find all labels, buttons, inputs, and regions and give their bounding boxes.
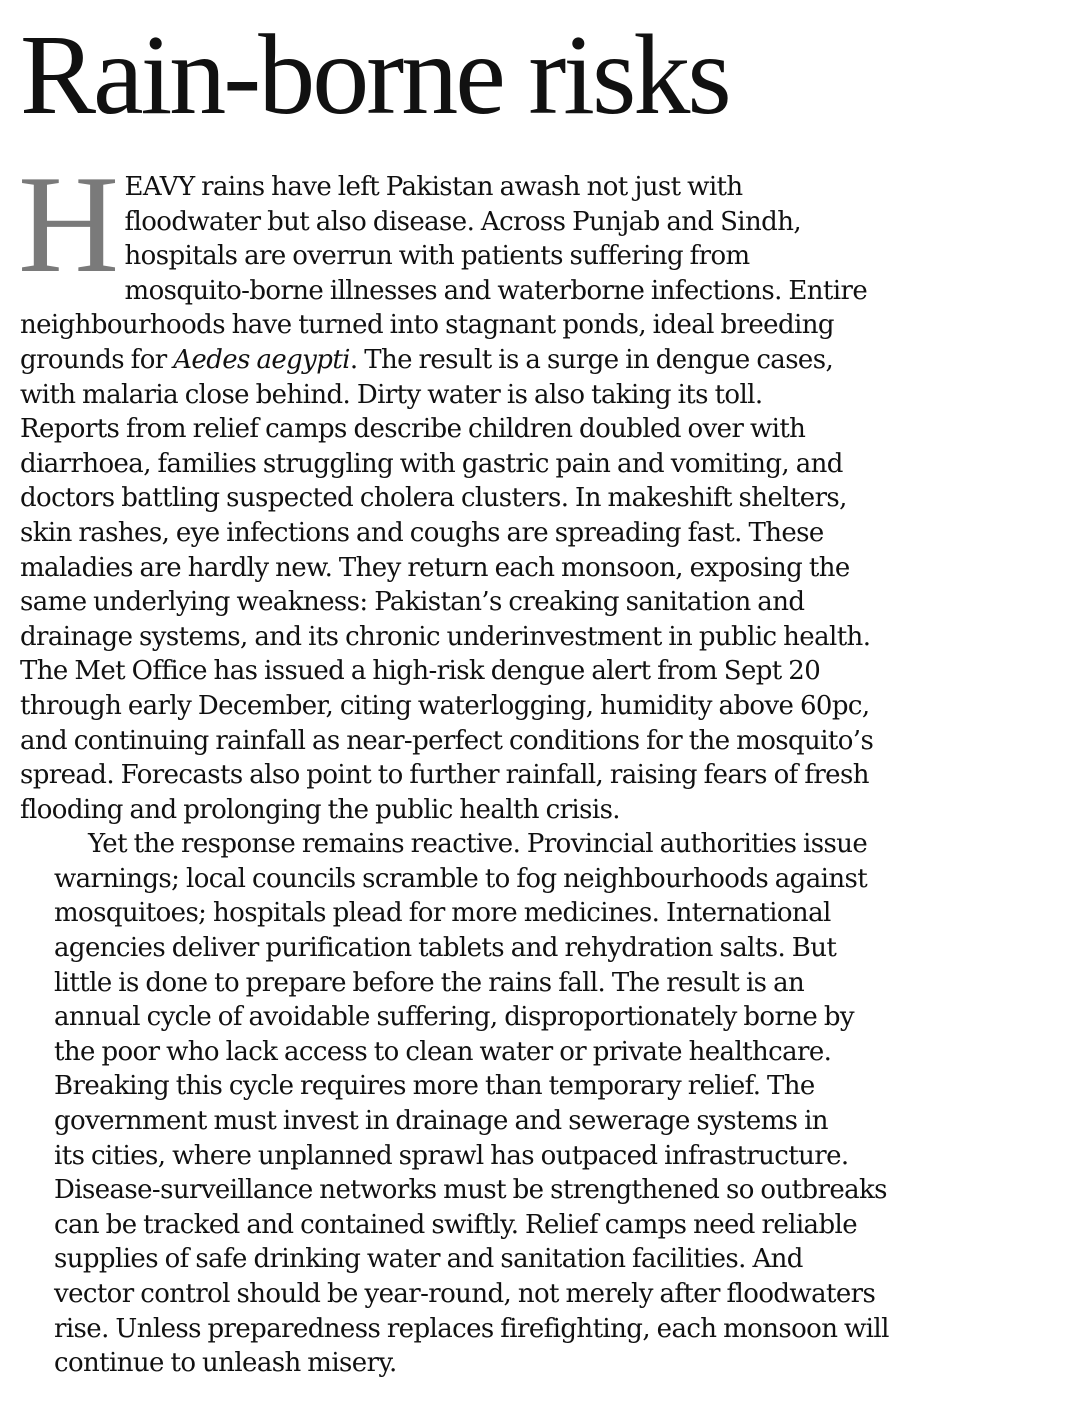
text-line: diarrhoea, families struggling with gastric pain and vomiting, and <box>20 448 843 479</box>
paragraph-2 <box>20 827 1070 1381</box>
text-segment: grounds for <box>20 344 174 375</box>
text-line: flooding and prolonging the public health crisis. <box>20 794 620 825</box>
text-line: and continuing rainfall as near-perfect conditions for the mosquito’s <box>20 725 874 756</box>
text-line: warnings; local councils scramble to fog neighbourhoods against <box>54 863 868 894</box>
text-line: skin rashes, eye infections and coughs are spreading fast. These <box>20 517 824 548</box>
text-line: through early December, citing waterlogging, humidity above 60pc, <box>20 690 870 721</box>
text-line: vector control should be year-round, not merely after floodwaters <box>54 1279 876 1309</box>
text-line: Yet the response remains reactive. Provincial authorities issue <box>88 829 868 860</box>
text-segment: . The result is a surge in dengue cases, <box>349 344 834 375</box>
text-line: Breaking this cycle requires more than temporary relief. The <box>54 1071 815 1102</box>
text-line: mosquito-borne illnesses and waterborne infections. Entire <box>124 275 868 306</box>
text-line: The Met Office has issued a high-risk dengue alert from Sept 20 <box>20 656 821 687</box>
text-line: the poor who lack access to clean water or private healthcare. <box>54 1036 832 1067</box>
text-line: Reports from relief camps describe children doubled over with <box>20 414 806 445</box>
text-line <box>20 343 1070 378</box>
text-line: hospitals are overrun with patients suffering from <box>124 241 750 272</box>
text-line: drainage systems, and its chronic underinvestment in public health. <box>20 621 871 652</box>
text-line: supplies of safe drinking water and sanitation facilities. And <box>54 1244 803 1275</box>
editorial-article <box>18 11 1070 1381</box>
text-line: neighbourhoods have turned into stagnant ponds, ideal breeding <box>20 310 834 341</box>
headline: Rain-borne risks <box>20 11 729 138</box>
species-name: Aedes aegypti <box>173 344 350 375</box>
text-line: continue to unleash misery. <box>54 1348 397 1379</box>
text-line: rise. Unless preparedness replaces firefighting, each monsoon will <box>54 1313 889 1344</box>
text-line: same underlying weakness: Pakistan’s creaking sanitation and <box>20 587 805 618</box>
text-line: its cities, where unplanned sprawl has outpaced infrastructure. <box>54 1140 849 1171</box>
text-line: can be tracked and contained swiftly. Relief camps need reliable <box>54 1209 857 1240</box>
paragraph-1 <box>18 147 1070 827</box>
text-line: spread. Forecasts also point to further rainfall, raising fears of fresh <box>20 760 869 791</box>
text-line: EAVY rains have left Pakistan awash not just with <box>124 172 743 202</box>
text-line: government must invest in drainage and sewerage systems in <box>54 1106 828 1137</box>
text-line: mosquitoes; hospitals plead for more medicines. International <box>54 898 831 929</box>
text-line: floodwater but also disease. Across Punjab and Sindh, <box>124 206 802 237</box>
text-line: doctors battling suspected cholera clusters. In makeshift shelters, <box>20 483 847 514</box>
text-line: agencies deliver purification tablets and rehydration salts. But <box>54 933 837 964</box>
text-line: Disease-surveillance networks must be strengthened so outbreaks <box>54 1175 887 1206</box>
text-line: with malaria close behind. Dirty water is also taking its toll. <box>20 379 763 410</box>
text-line: maladies are hardly new. They return each monsoon, exposing the <box>20 552 850 583</box>
text-line: annual cycle of avoidable suffering, disproportionately borne by <box>54 1002 855 1033</box>
article-body <box>18 147 1070 1381</box>
text-line: little is done to prepare before the rains fall. The result is an <box>54 967 805 998</box>
drop-cap: H <box>18 147 119 302</box>
